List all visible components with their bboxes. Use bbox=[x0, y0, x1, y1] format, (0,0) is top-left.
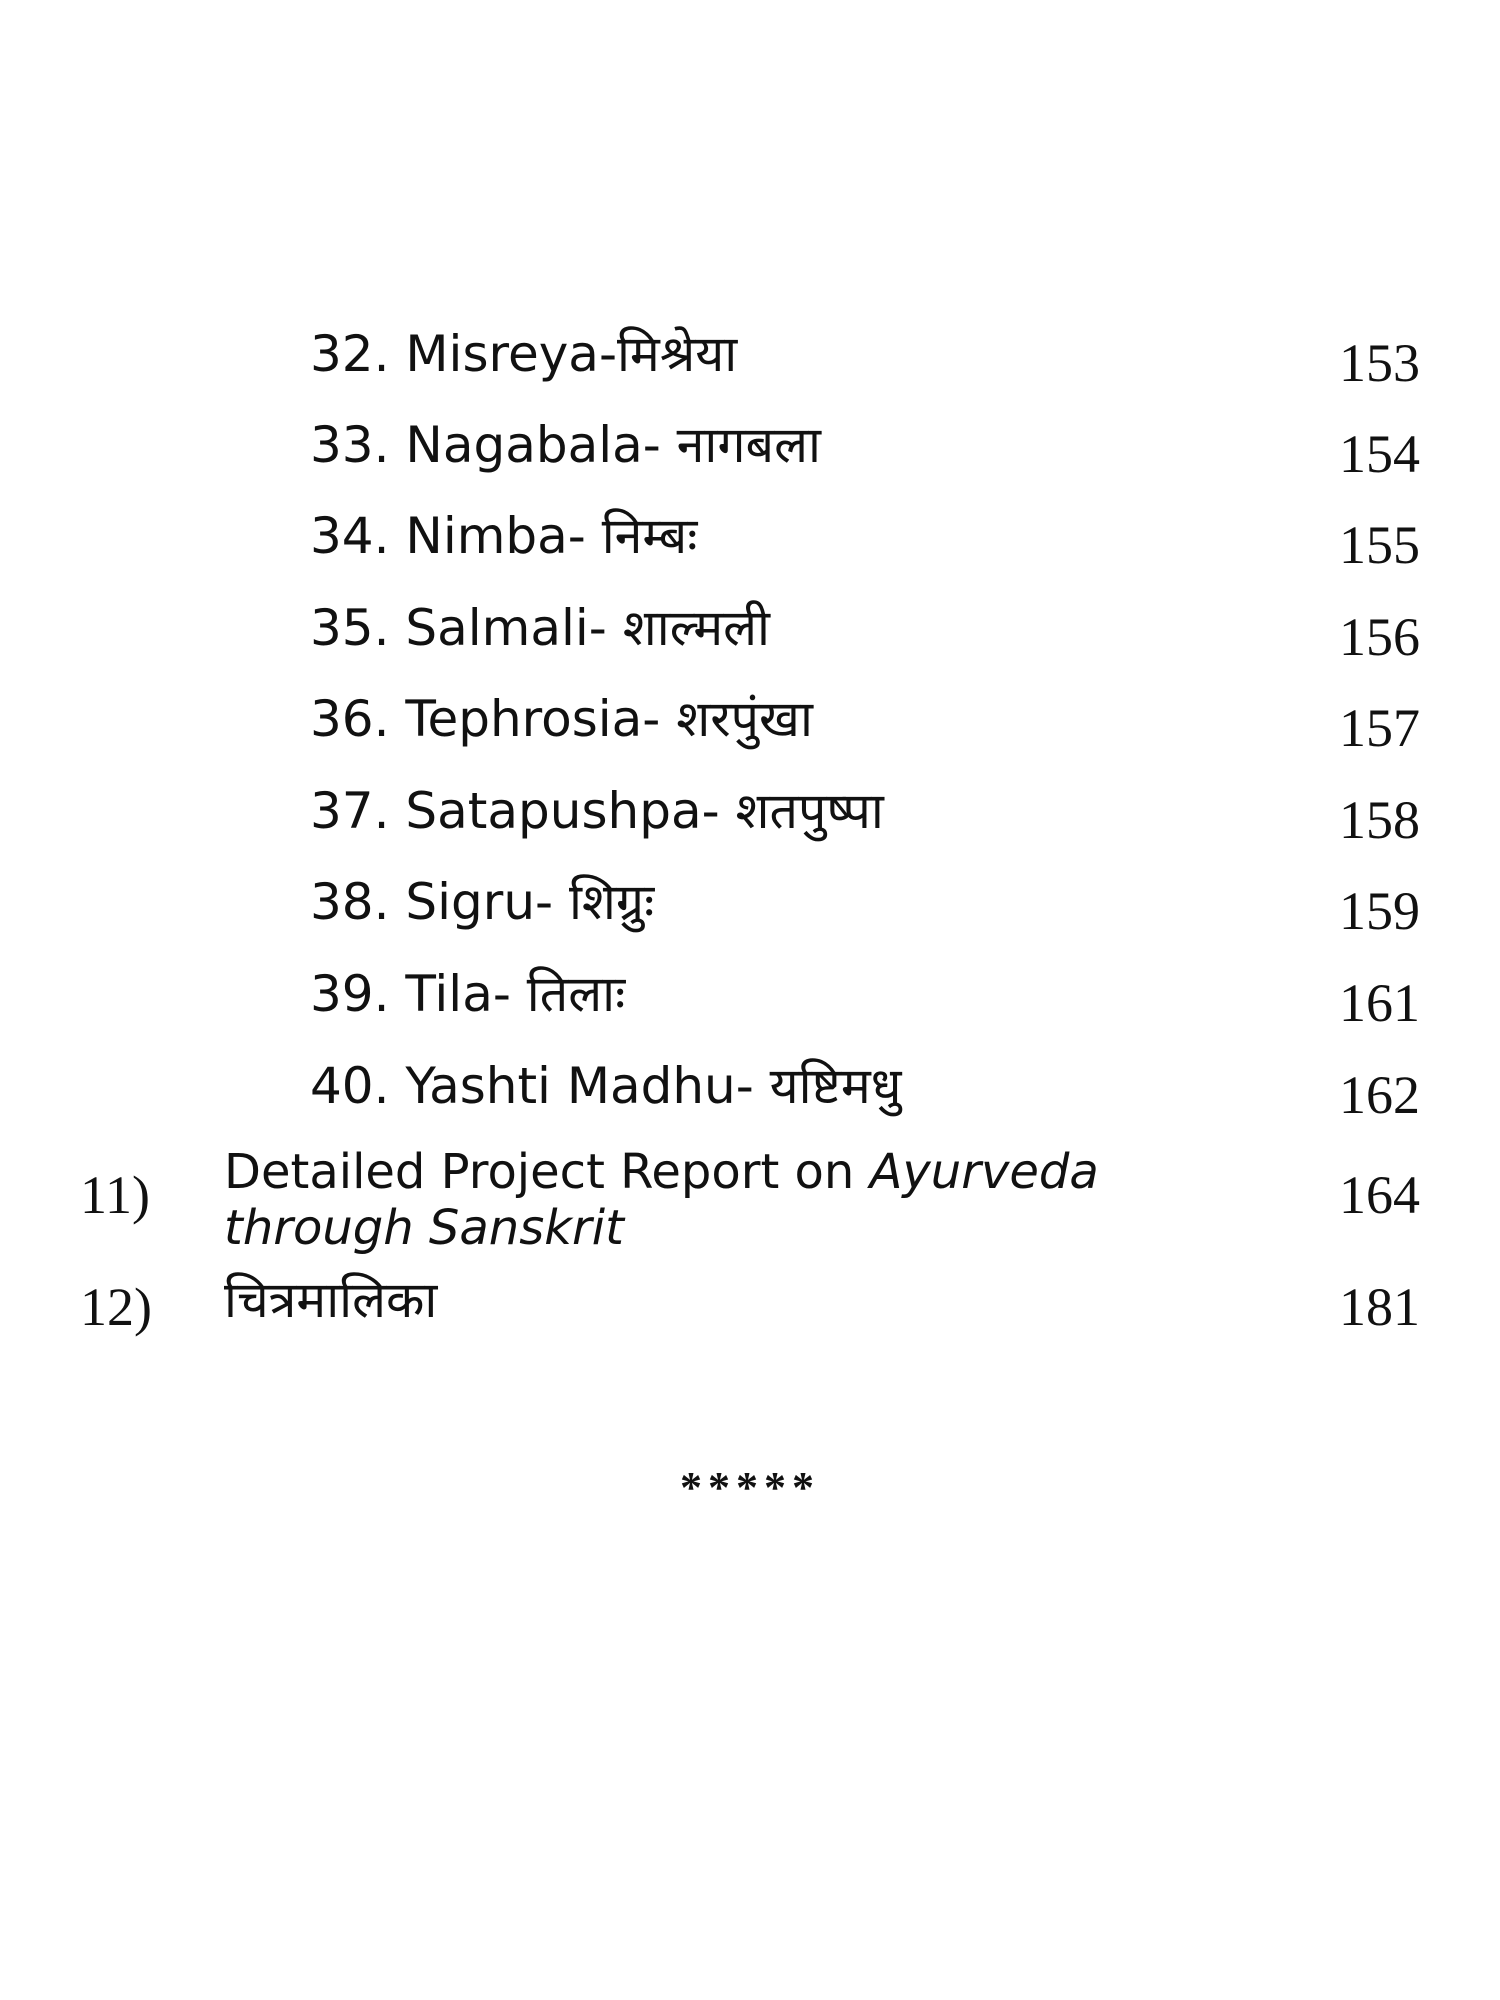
entry-title: 37. Satapushpa- शतपुष्पा bbox=[310, 782, 884, 840]
toc-entry-33 bbox=[0, 409, 1500, 489]
entry-title: चित्रमालिका bbox=[224, 1271, 438, 1329]
entry-title-line-1 bbox=[224, 1144, 1099, 1200]
entry-number: 12) bbox=[80, 1277, 152, 1337]
toc-entry-38 bbox=[0, 866, 1500, 946]
entry-title: 35. Salmali- शाल्मली bbox=[310, 599, 770, 657]
entry-title: 36. Tephrosia- शरपुंखा bbox=[310, 690, 813, 748]
entry-title: 39. Tila- तिलाः bbox=[310, 965, 626, 1023]
entry-title: 33. Nagabala- नागबला bbox=[310, 416, 821, 474]
toc-entry-32 bbox=[0, 318, 1500, 398]
toc-entry-35 bbox=[0, 592, 1500, 672]
entry-page-number: 159 bbox=[1339, 881, 1420, 941]
entry-title-italic: Ayurveda bbox=[869, 1144, 1099, 1200]
entry-page-number: 181 bbox=[1339, 1277, 1420, 1337]
toc-entry-37 bbox=[0, 775, 1500, 855]
toc-entry-34 bbox=[0, 500, 1500, 580]
entry-page-number: 162 bbox=[1339, 1065, 1420, 1125]
entry-page-number: 164 bbox=[1339, 1165, 1420, 1225]
toc-entry-39 bbox=[0, 958, 1500, 1038]
toc-entry-36 bbox=[0, 683, 1500, 763]
entry-page-number: 157 bbox=[1339, 698, 1420, 758]
entry-number: 11) bbox=[80, 1165, 150, 1225]
entry-page-number: 156 bbox=[1339, 607, 1420, 667]
entry-page-number: 161 bbox=[1339, 973, 1420, 1033]
toc-entry-11 bbox=[0, 1140, 1500, 1260]
entry-page-number: 154 bbox=[1339, 424, 1420, 484]
toc-entry-40 bbox=[0, 1050, 1500, 1130]
entry-title-line-2: through Sanskrit bbox=[224, 1200, 624, 1256]
entry-title bbox=[224, 1144, 1099, 1256]
entry-page-number: 158 bbox=[1339, 790, 1420, 850]
toc-entry-12 bbox=[0, 1270, 1500, 1350]
end-of-section-mark: ***** bbox=[680, 1463, 820, 1512]
entry-title: 38. Sigru- शिग्रुः bbox=[310, 873, 655, 931]
entry-title: 32. Misreya-मिश्रेया bbox=[310, 325, 738, 383]
entry-title-text: Detailed Project Report on bbox=[224, 1144, 870, 1200]
entry-title: 40. Yashti Madhu- यष्टिमधु bbox=[310, 1057, 902, 1115]
entry-page-number: 155 bbox=[1339, 515, 1420, 575]
entry-page-number: 153 bbox=[1339, 333, 1420, 393]
entry-title: 34. Nimba- निम्बः bbox=[310, 507, 698, 565]
